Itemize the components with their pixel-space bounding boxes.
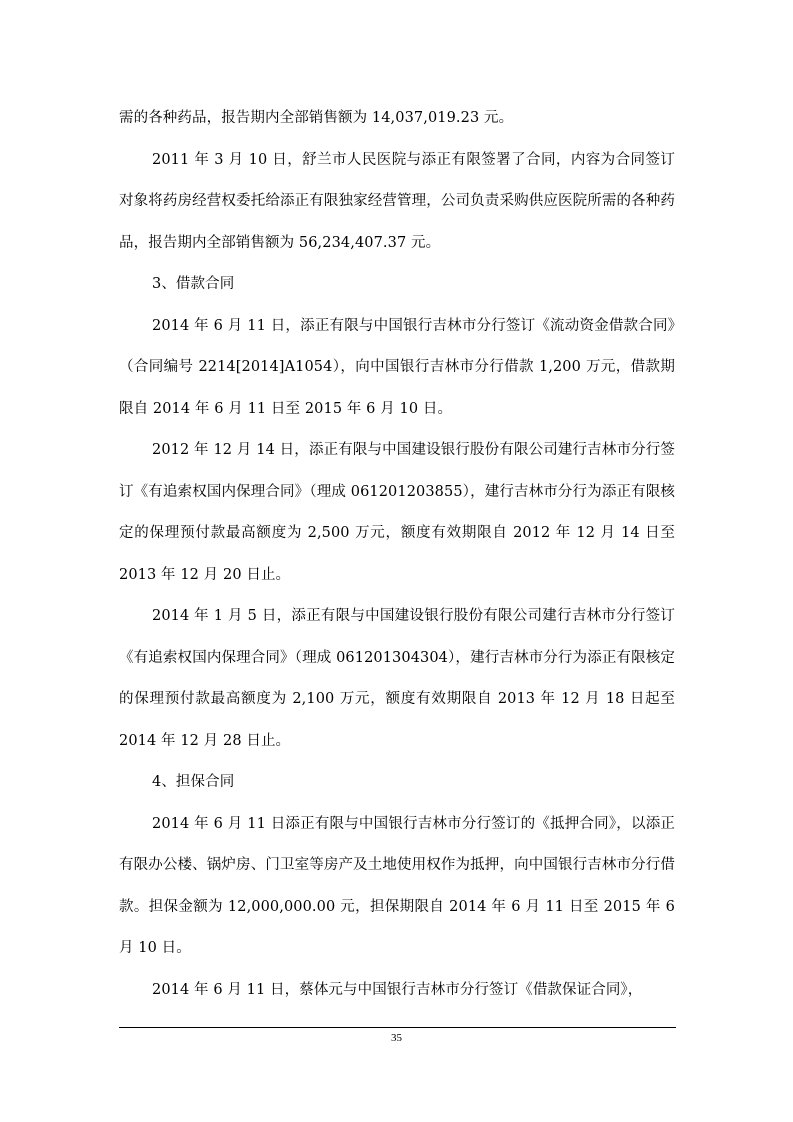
- paragraph-working-capital-loan: 2014 年 6 月 11 日，添正有限与中国银行吉林市分行签订《流动资金借款合同》（合同编号 2214[2014]A1054），向中国银行吉林市分行借款 1,200 万元，借款期限自 2014 年 6 月 11 日至 2015 年 6 月 10 日。: [119, 317, 675, 417]
- paragraph-guarantee-contract: 2014 年 6 月 11 日，蔡体元与中国银行吉林市分行签订《借款保证合同》，: [152, 981, 643, 998]
- section-heading-guarantee-contracts: 4、担保合同: [152, 774, 235, 790]
- paragraph-mortgage-contract: 2014 年 6 月 11 日添正有限与中国银行吉林市分行签订的《抵押合同》，以添正有限办公楼、锅炉房、门卫室等房产及土地使用权作为抵押，向中国银行吉林市分行借款。担保金额为 12,000,000.00 元，担保期限自 2014 年 6 月 11 日至 2015 年 6 月 10 日。: [119, 815, 675, 956]
- section-heading-loan-contracts: 3、借款合同: [152, 276, 235, 292]
- paragraph-factoring-2012: 2012 年 12 月 14 日，添正有限与中国建设银行股份有限公司建行吉林市分行签订《有追索权国内保理合同》（理成 061201203855），建行吉林市分行为添正有限核定的保理预付款最高额度为 2,500 万元，额度有效期限自 2012 年 12 月 14 日至 2013 年 12 月 20 日止。: [119, 442, 675, 583]
- footer-divider: [119, 1027, 676, 1028]
- paragraph-continuation: 需的各种药品，报告期内全部销售额为 14,037,019.23 元。: [119, 110, 514, 126]
- page-number: 35: [391, 1032, 402, 1044]
- paragraph-factoring-2014: 2014 年 1 月 5 日，添正有限与中国建设银行股份有限公司建行吉林市分行签订《有追索权国内保理合同》（理成 061201304304），建行吉林市分行为添正有限核定的保理预付款最高额度为 2,100 万元，额度有效期限自 2013 年 12 月 18 日起至 2014 年 12 月 28 日止。: [119, 608, 675, 749]
- document-body: [119, 98, 675, 1011]
- paragraph-shulan-hospital-contract: 2011 年 3 月 10 日，舒兰市人民医院与添正有限签署了合同，内容为合同签订对象将药房经营权委托给添正有限独家经营管理，公司负责采购供应医院所需的各种药品，报告期内全部销售额为 56,234,407.37 元。: [119, 151, 675, 251]
